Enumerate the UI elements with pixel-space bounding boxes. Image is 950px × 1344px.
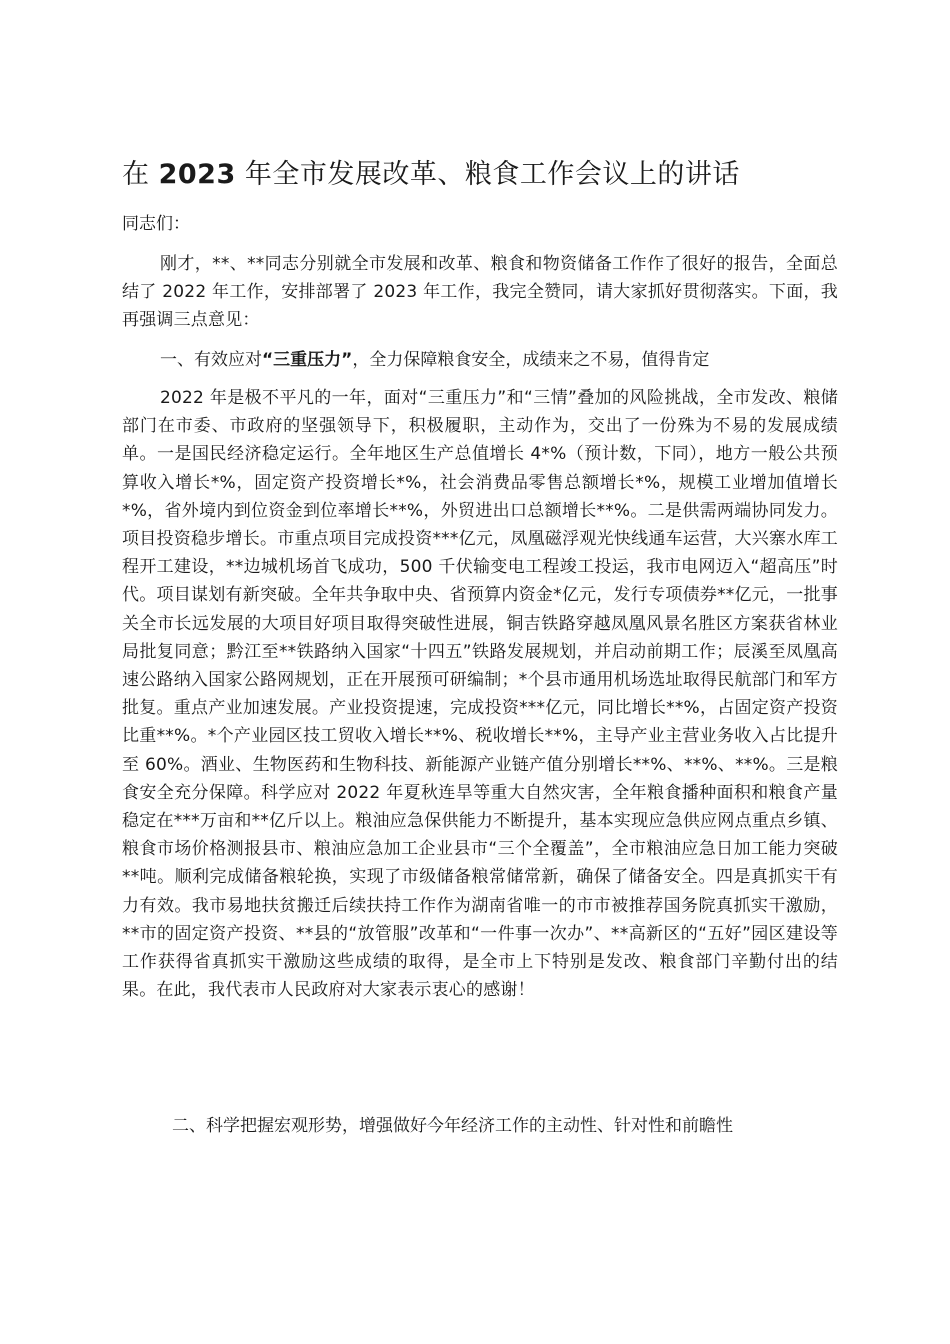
section-heading-1 (160, 346, 709, 374)
section1-quote: “三重压力” (262, 350, 353, 370)
intro-paragraph: 刚才，**、**同志分别就全市发展和改革、粮食和物资储备工作作了很好的报告，全面总结了 2022 年工作，安排部署了 2023 年工作，我完全赞同，请大家抓好贯彻落实。下面，我再强调三点意见： (122, 254, 838, 331)
title-year: 2023 (158, 159, 236, 190)
section1-body-paragraph: 2022 年是极不平凡的一年，面对“三重压力”和“三情”叠加的风险挑战，全市发改、粮储部门在市委、市政府的坚强领导下，积极履职，主动作为，交出了一份殊为不易的发展成绩单。一是国民经济稳定运行。全年地区生产总值增长 4*%（预计数，下同），地方一般公共预算收入增长*%，固定资产投资增长*%，社会消费品零售总额增长*%，规模工业增加值增长*%，省外境内到位资金到位率增长**%，外贸进出口总额增长**%。二是供需两端协同发力。项目投资稳步增长。市重点项目完成投资***亿元，凤凰磁浮观光快线通车运营，大兴寨水库工程开工建设，**边城机场首飞成功，500 千伏输变电工程竣工投运，我市电网迈入“超高压”时代。项目谋划有新突破。全年共争取中央、省预算内资金*亿元，发行专项债券**亿元，一批事关全市长远发展的大项目好项目取得突破性进展，铜吉铁路穿越凤凰风景名胜区方案获省林业局批复同意；黔江至**铁路纳入国家“十四五”铁路发展规划，并启动前期工作；辰溪至凤凰高速公路纳入国家公路网规划，正在开展预可研编制；*个县市通用机场选址取得民航部门和军方批复。重点产业加速发展。产业投资提速，完成投资***亿元，同比增长**%，占固定资产投资比重**%。*个产业园区技工贸收入增长**%、税收增长**%，主导产业主营业务收入占比提升至 60%。酒业、生物医药和生物科技、新能源产业链产值分别增长**%、**%、**%。三是粮食安全充分保障。科学应对 2022 年夏秋连旱等重大自然灾害，全年粮食播种面积和粮食产量稳定在***万亩和**亿斤以上。粮油应急保供能力不断提升，基本实现应急供应网点重点乡镇、粮食市场价格测报县市、粮油应急加工企业县市“三个全覆盖”，全市粮油应急日加工能力突破**吨。顺利完成储备粮轮换，实现了市级储备粮常储常新，确保了储备安全。四是真抓实干有力有效。我市易地扶贫搬迁后续扶持工作作为湖南省唯一的市市被推荐国务院真抓实干激励，**市的固定资产投资、**县的“放管服”改革和“一件事一次办”、**高新区的“五好”园区建设等工作获得省真抓实干激励这些成绩的取得，是全市上下特别是发改、粮食部门辛勤付出的结果。在此，我代表市人民政府对大家表示衷心的感谢！ (122, 388, 838, 1001)
title-prefix: 在 (122, 159, 150, 190)
section1-suffix: ，全力保障粮食安全，成绩来之不易，值得肯定 (352, 350, 710, 370)
document-title (122, 152, 740, 191)
section1-prefix: 一、有效应对 (160, 350, 262, 370)
title-suffix: 年全市发展改革、粮食工作会议上的讲话 (244, 159, 740, 190)
section-heading-2: 二、科学把握宏观形势，增强做好今年经济工作的主动性、针对性和前瞻性 (172, 1116, 733, 1136)
salutation: 同志们： (122, 214, 190, 234)
